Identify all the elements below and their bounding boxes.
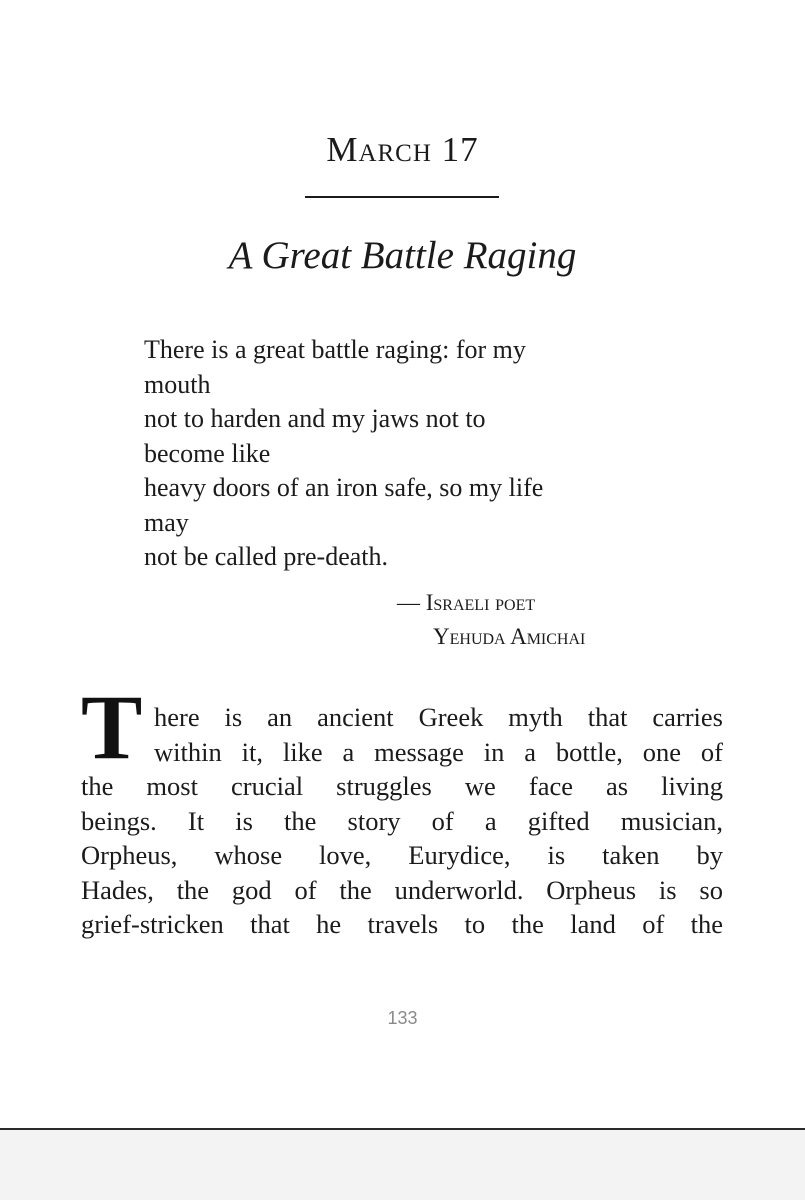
epigraph-poem (144, 333, 664, 575)
poem-line: may (144, 507, 189, 537)
body-line: grief-stricken that he travels to the land of the (81, 909, 723, 939)
attribution-author: Yehuda Amichai (433, 624, 586, 649)
date-divider (305, 196, 499, 198)
chapter-date: March 17 (326, 130, 479, 169)
body-line: Orpheus, whose love, Eurydice, is taken by (81, 840, 723, 870)
poem-line: There is a great battle raging: for my (144, 335, 526, 364)
body-line: here is an ancient Greek myth that carries (154, 702, 723, 732)
page-number: 133 (387, 1008, 418, 1028)
body-line: beings. It is the story of a gifted musician, (81, 805, 723, 836)
body-line: Hades, the god of the underworld. Orpheus is so (81, 874, 723, 905)
chapter-title: A Great Battle Raging (228, 234, 577, 277)
body-line: the most crucial struggles we face as living (81, 771, 723, 801)
body-paragraph (81, 700, 723, 942)
poem-line: not be called pre-death. (144, 542, 388, 571)
poem-line: become like (144, 438, 271, 468)
body-line: within it, like a message in a bottle, one of (154, 736, 723, 767)
poem-line: mouth (144, 369, 211, 399)
poem-line: not to harden and my jaws not to (144, 404, 486, 433)
page-edge (0, 1128, 805, 1200)
poem-line: heavy doors of an iron safe, so my life (144, 473, 544, 502)
drop-cap: T (81, 676, 143, 778)
attribution-role: — Israeli poet (397, 590, 536, 615)
